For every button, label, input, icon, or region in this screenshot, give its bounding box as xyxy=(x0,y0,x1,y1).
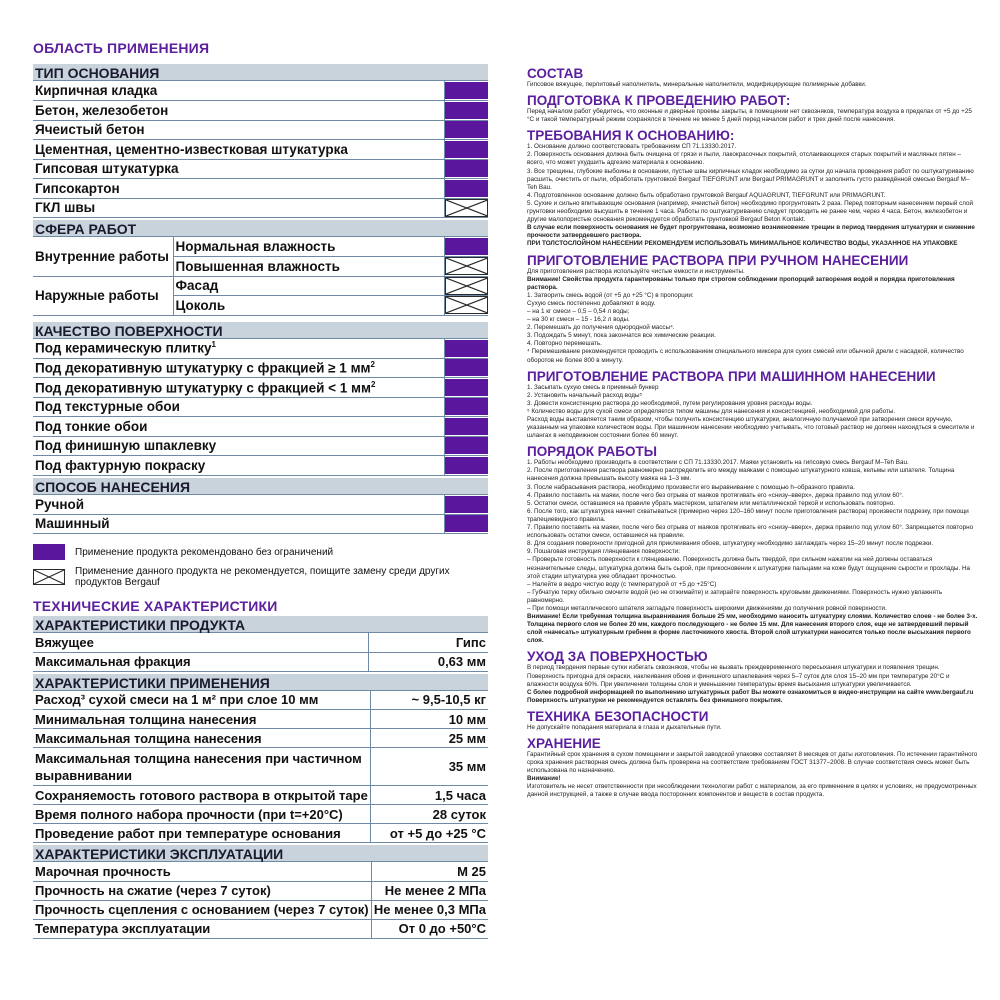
table-row xyxy=(33,495,488,515)
table-row xyxy=(33,159,488,179)
row-label: Под тонкие обои xyxy=(33,417,444,437)
section-title: УХОД ЗА ПОВЕРХНОСТЬЮ xyxy=(527,649,708,665)
section-title: ТЕХНИКА БЕЗОПАСНОСТИ xyxy=(527,708,709,724)
spec-row xyxy=(33,805,488,824)
row-label: Гипсокартон xyxy=(33,179,444,199)
recommended-mark xyxy=(445,238,489,255)
recommended-mark xyxy=(445,160,489,177)
spec-row xyxy=(33,710,488,729)
spec-value: 1,5 часа xyxy=(370,786,488,805)
section-text: Для приготовления раствора используйте чистые емкости и инструменты. Внимание! Свойства продукта гарантированы только при строгом соблюдении пропорций затворения водой и порядка приготовления раствора. 1. Затворить смесь водой (от +5 до +25 °C) в пропорции: Сухую смесь постепенно добавляют в воду. – на 1 кг смеси – 0,5 – 0,54 л воды; – на 30 кг смеси – 15 - 16,2 л воды. 2. Перемешать до получения однородной массы⁴. 3. Подождать 5 минут, пока закончатся все химические реакции. 4. Повторно перемешать. ⁴ Перемешивание рекомендуется проводить с использованием специального миксера для сухих смесей или обычной дрели с насадкой, количество оборотов не более 800 в минуту. xyxy=(527,267,964,364)
recommended-mark xyxy=(445,121,489,138)
row-label: Под керамическую плитку$^1$ xyxy=(33,339,444,359)
section-title: СОСТАВ xyxy=(527,66,584,81)
row-label: Повышенная влажность xyxy=(173,257,444,277)
section-title: ТРЕБОВАНИЯ К ОСНОВАНИЮ: xyxy=(527,128,735,144)
legend-cross-swatch xyxy=(33,569,65,585)
spec-label: Температура эксплуатации xyxy=(33,919,371,938)
spec-label: Максимальная фракция xyxy=(33,652,368,671)
spec-label: Максимальная толщина нанесения при частичном выравнивании xyxy=(33,748,370,786)
application-title: ОБЛАСТЬ ПРИМЕНЕНИЯ xyxy=(33,40,210,56)
recommended-mark xyxy=(445,180,489,197)
recommended-mark xyxy=(445,418,489,435)
spec-value: М 25 xyxy=(371,862,488,881)
spec-row xyxy=(33,633,488,652)
table-row xyxy=(33,514,488,534)
usage-header: ХАРАКТЕРИСТИКИ ПРИМЕНЕНИЯ xyxy=(33,672,488,691)
scope-group-label: Внутренние работы xyxy=(33,237,173,276)
spec-row xyxy=(33,652,488,671)
legend-fill-text: Применение продукта рекомендовано без ограничений xyxy=(75,546,334,558)
section-title: ПРИГОТОВЛЕНИЕ РАСТВОРА ПРИ РУЧНОМ НАНЕСЕНИИ xyxy=(527,252,909,268)
table-row xyxy=(33,339,488,359)
recommended-mark xyxy=(445,340,489,357)
spec-row xyxy=(33,824,488,843)
legend-cross-text: Применение данного продукта не рекомендуется, поищите замену среди других продуктов Bergauf xyxy=(75,566,450,588)
row-label: Фасад xyxy=(173,276,444,296)
table-row xyxy=(33,436,488,456)
row-label: Под текстурные обои xyxy=(33,397,444,417)
spec-row xyxy=(33,786,488,805)
table-row xyxy=(33,140,488,160)
table-row xyxy=(33,179,488,199)
recommended-mark xyxy=(445,515,489,532)
product-table xyxy=(33,633,488,672)
spec-row xyxy=(33,919,488,938)
table-row xyxy=(33,456,488,476)
spec-label: Проведение работ при температуре основания xyxy=(33,824,370,843)
method-table xyxy=(33,495,488,535)
operation-table xyxy=(33,862,488,939)
row-label: Цоколь xyxy=(173,296,444,316)
spec-value: Не менее 0,3 МПа xyxy=(371,900,488,919)
surface-quality-header: КАЧЕСТВО ПОВЕРХНОСТИ xyxy=(33,320,488,339)
row-label: Кирпичная кладка xyxy=(33,81,444,101)
recommended-mark xyxy=(445,398,489,415)
scope-table xyxy=(33,237,488,316)
row-label: Под фактурную покраску xyxy=(33,456,444,476)
section-text: 1. Засыпать сухую смесь в приемный бункер 2. Установить начальный расход воды⁵ 3. Довести консистенцию раствора до необходимой, путем регулирования уровня расходы воды. ⁵ Количество воды для сухой смеси определяется типом машины для нанесения и консистенцией, необходимой для работы. Расход воды выставляется таким образом, чтобы получить консистенцию штукатурки, аналогичную получаемой при затворении смеси вручную, указанным на упаковке количеством воды. При машинном нанесении необходимо учитывать, что готовый раствор не должен нахоидться в смесителе и шлангах в неподвижном состоянии более 60 минут. xyxy=(527,383,975,440)
row-label: Бетон, железобетон xyxy=(33,101,444,121)
recommended-mark xyxy=(445,102,489,119)
spec-value: ~ 9,5-10,5 кг xyxy=(370,691,488,710)
legend-cross xyxy=(33,566,488,588)
spec-row xyxy=(33,748,488,786)
spec-value: от +5 до +25 °C xyxy=(370,824,488,843)
usage-table xyxy=(33,691,488,844)
row-label: Ручной xyxy=(33,495,444,515)
surface-quality-table xyxy=(33,339,488,476)
base-type-header: ТИП ОСНОВАНИЯ xyxy=(33,62,488,81)
not-recommended-cross-icon xyxy=(445,277,489,295)
spec-value: 0,63 мм xyxy=(368,652,488,671)
section-text: 1. Работы необходимо производить в соответствии с СП 71.13330.2017. Маяки установить на гипсовую смесь Bergauf M–Teh Bau. 2. После приготовления раствора равномерно распределить его между маяками с помощью штукатурного ковша, кельмы или шпателя. Толщина нанесения должна превышать высоту маяка на 1–3 мм. 3. После набрасывания раствора, необходимо произвести его выравнивание с помощью h–образного правила. 4. Правило поставить на маяки, после чего без отрыва от маяков протягивать его «снизу–вверх», держа правило под углом 60°. 5. Остатки смеси, оставшиеся на правиле убрать мастерком, шпателем или металлической теркой и использовать повторно. 6. После того, как штукатурка начнет схватываться (примерно через 120–160 минут после приготовления раствора) произвести подрезку, при помощи трапециевидного правила. 7. Правило поставить на маяки, после чего без отрыва от маяков протягивать его «снизу–вверх», держа правило под углом 60°. Запрещается повторно использовать остатки смеси, оставшиеся на правиле. 8. Для создания поверхности пригодной для приклеивания обоев, штукатурку необходимо заглаждать через 15–20 минут после подрезки. 9. Пошаговая инструкция глянцевания поверхности: – Проверьте готовность поверхности к глянцеванию. Поверхность должна быть твердой, при сильном нажатии на ней должны оставаться незначительные следы, штукатурка должна быть сырой, при прикосновении к штукатурке пальцами на коже будут ощущение сырости и прохлады. На этой стадии штукатурка уже обладает прочностью. – Налейте в ведро чистую воду (с температурой от +5 до +25°C) – Губчатую терку обильно смочите водой (но не отжимайте) и затирайте поверхность круговыми движениями. Поверхность нужно увлажнять равномерно. – При помощи металлического шпателя загладьте поверхность широкими движениями до получения ровной поверхности. Внимание! Если требуемая толщина выравнивания больше 25 мм, необходимо наносить штукатурку слоями. Количество слоев - не более 3-х. Толщина первого слоя не более 20 мм, каждого последующего - не более 15 мм. Для нанесения второго слоя, еще не затвердевший первый слой «начесать» штукатурным гребнем в форме ласточкиного хвоста. Второй слой штукатурки наносится только после высыхания первого слоя. xyxy=(527,459,978,645)
legend-fill xyxy=(33,544,488,560)
recommended-mark xyxy=(445,141,489,158)
spec-row xyxy=(33,862,488,881)
base-type-table xyxy=(33,81,488,218)
spec-label: Прочность сцепления с основанием (через 7 суток) xyxy=(33,900,371,919)
table-row xyxy=(33,198,488,218)
method-header: СПОСОБ НАНЕСЕНИЯ xyxy=(33,476,488,495)
spec-label: Марочная прочность xyxy=(33,862,371,881)
row-label: Цементная, цементно-известковая штукатурка xyxy=(33,140,444,160)
row-label: Под финишную шпаклевку xyxy=(33,436,444,456)
table-row xyxy=(33,120,488,140)
table-row xyxy=(33,378,488,398)
spec-label: Прочность на сжатие (через 7 суток) xyxy=(33,881,371,900)
table-row xyxy=(33,358,488,378)
specs-title: ТЕХНИЧЕСКИЕ ХАРАКТЕРИСТИКИ xyxy=(33,598,278,614)
spec-label: Сохраняемость готового раствора в открытой таре xyxy=(33,786,370,805)
recommended-mark xyxy=(445,437,489,454)
not-recommended-cross-icon xyxy=(445,296,489,314)
section-title: ПОДГОТОВКА К ПРОВЕДЕНИЮ РАБОТ: xyxy=(527,93,791,109)
right-column xyxy=(527,62,979,800)
not-recommended-cross-icon xyxy=(445,257,489,275)
section-text: 1. Основание должно соответствовать требованиям СП 71.13330.2017. 2. Поверхность основания должна быть очищена от грязи и пыли, лакокрасочных покрытий, отслаивающихся старых покрытий и масляных пятен – всего, что может ухудшить адгезию материала к основанию. 3. Все трещины, глубокие выбоины в основании, пустые швы кирпичных кладок необходимо за сутки до начала проведения работ по оштукатуриванию расшить, очистить от пыли, обработать грунтовкой Bergauf TIEFGRUNT или Bergauf PRIMAGRUNT и заполнить густо разведённой смесью Bergauf M–Teh Bau. 4. Подготовленное основание должно быть обработано грунтовкой Bergauf AQUAGRUNT, TIEFGRUNT или PRIMAGRUNT. 5. Сухие и сильно впитывающие основания (например, ячеистый бетон) необходимо прогрунтовать 2 раза. Перед повторным нанесением первый слой грунтовки необходимо высушить в течение 1 часа. Работы по оштукатуриванию следует проводить не ранее чем, через 4 часа. Бетон, железобетон и другие малопористые основания рекомендуется обработать грунтовкой Bergauf Beton Kontakt. В случае если поверхность основания не будет прогрунтована, возможно возникновение трещин в период твердения штукатурки и снижение прочности затвердевшего раствора. ПРИ ТОЛСТОСЛОЙНОМ НАНЕСЕНИИ РЕКОМЕНДУЕМ ИСПОЛЬЗОВАТЬ МИНИМАЛЬНОЕ КОЛИЧЕСТВО ВОДЫ, УКАЗАННОЕ НА УПАКОВКЕ xyxy=(527,143,975,248)
spec-value: 35 мм xyxy=(370,748,488,786)
spec-value: Гипс xyxy=(368,633,488,652)
spec-value: 10 мм xyxy=(370,710,488,729)
scope-group-label: Наружные работы xyxy=(33,276,173,315)
table-row xyxy=(33,276,488,296)
recommended-mark xyxy=(445,82,489,99)
spec-label: Время полного набора прочности (при t=+20°C) xyxy=(33,805,370,824)
section-title: ХРАНЕНИЕ xyxy=(527,736,601,751)
spec-label: Вяжущее xyxy=(33,633,368,652)
table-row xyxy=(33,101,488,121)
product-header: ХАРАКТЕРИСТИКИ ПРОДУКТА xyxy=(33,614,488,633)
section-title: ПРИГОТОВЛЕНИЕ РАСТВОРА ПРИ МАШИННОМ НАНЕСЕНИИ xyxy=(527,368,936,384)
row-label: Под декоративную штукатурку с фракцией < 1 $мм^2$ xyxy=(33,378,444,398)
section-text: Гипсовое вяжущее, перлитовый наполнитель, минеральные наполнители, модифицирующие полимерные добавки. xyxy=(527,81,867,88)
scope-header: СФЕРА РАБОТ xyxy=(33,218,488,237)
section-text: Гарантийный срок хранения в сухом помещении и закрытой заводской упаковке составляет 8 месяцев от даты изготовления. По истечении гарантийного срока хранения растворная смесь должна быть проверена на соответствие требованиям ГОСТ 31377–2008. В случае соответствия смесь может быть использована по назначению. Внимание! Изготовитель не несет ответственности при несоблюдении технологии работ с материалом, за его применение в целях и условиях, не предусмотренных данной инструкцией, а также в случае ввода посторонних компонентов и веществ в состав продукта. xyxy=(527,751,978,799)
table-row xyxy=(33,417,488,437)
legend-fill-swatch xyxy=(33,544,65,560)
row-label: Под декоративную штукатурку с фракцией ≥ 1 $мм^2$ xyxy=(33,358,444,378)
table-row xyxy=(33,81,488,101)
spec-row xyxy=(33,900,488,919)
section-text: Перед началом работ убедитесь, что оконные и дверные проемы закрыты, в помещении нет сквозняков, температура воздуха в пределах от +5 до +25 °C и такой температурный режим сохранялся в течение не менее 5 дней перед началом работ и трех дней после нанесения. xyxy=(527,108,972,124)
table-row xyxy=(33,237,488,257)
row-label: Гипсовая штукатурка xyxy=(33,159,444,179)
row-label: ГКЛ швы xyxy=(33,198,444,218)
recommended-mark xyxy=(445,379,489,396)
spec-label: Расход³ сухой смеси на 1 м² при слое 10 мм xyxy=(33,691,370,710)
spec-value: Не менее 2 МПа xyxy=(371,881,488,900)
section-title: ПОРЯДОК РАБОТЫ xyxy=(527,444,657,460)
spec-row xyxy=(33,881,488,900)
spec-row xyxy=(33,691,488,710)
spec-value: От 0 до +50°C xyxy=(371,919,488,938)
left-column xyxy=(33,40,488,939)
spec-value: 25 мм xyxy=(370,729,488,748)
section-text: Не допускайте попадания материала в глаза и дыхательные пути. xyxy=(527,723,722,731)
row-label: Нормальная влажность xyxy=(173,237,444,257)
operation-header: ХАРАКТЕРИСТИКИ ЭКСПЛУАТАЦИИ xyxy=(33,843,488,862)
not-recommended-cross-icon xyxy=(445,199,489,217)
row-label: Ячеистый бетон xyxy=(33,120,444,140)
spec-row xyxy=(33,729,488,748)
recommended-mark xyxy=(445,496,489,513)
spec-value: 28 суток xyxy=(370,805,488,824)
recommended-mark xyxy=(445,359,489,376)
spec-label: Максимальная толщина нанесения xyxy=(33,729,370,748)
spec-label: Минимальная толщина нанесения xyxy=(33,710,370,729)
row-label: Машинный xyxy=(33,514,444,534)
section-text: В период твердения первые сутки избегать сквозняков, чтобы не вызвать преждевременного пересыхания штукатурки и появления трещин. Поверхность пригодна для окраски, наклеивания обоев и финишного шпаклевания через 5–7 суток для слоя 15–20 мм при температуре 20°С и влажности воздуха 60%. При увеличении толщины слоя и уменьшении температуры время высыхания штукатурки увеличивается. С более подробной информацией по выполнению штукатурных работ Вы можете ознакомиться в видео-инструкции на сайте www.bergauf.ru Поверхность штукатурки не рекомендуется оставлять без финишного покрытия. xyxy=(527,664,974,704)
recommended-mark xyxy=(445,457,489,474)
table-row xyxy=(33,397,488,417)
